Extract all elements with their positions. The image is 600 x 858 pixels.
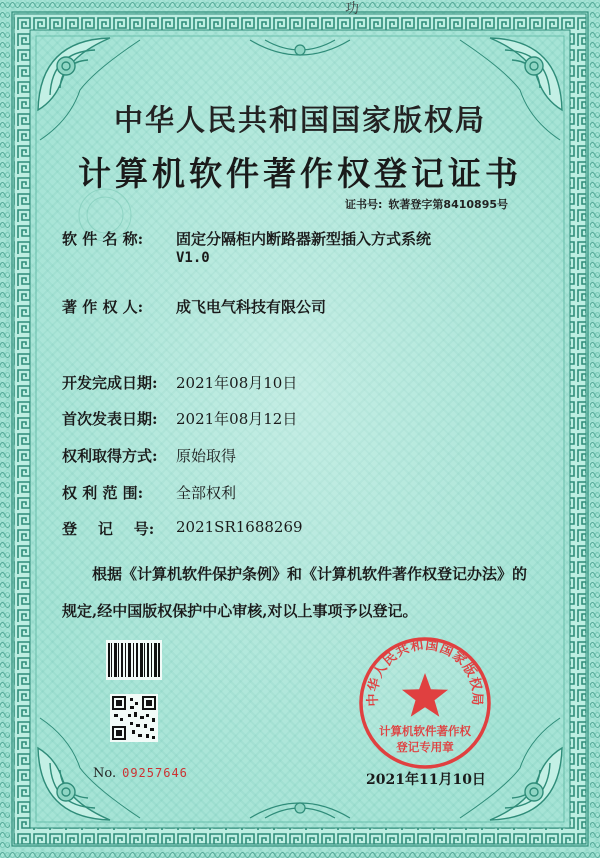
field-value: 2021年08月10日 [176,374,298,392]
field-value: 2021年08月12日 [176,410,298,428]
issue-date: 2021年11月10日 [366,772,486,788]
certificate-number [339,196,508,212]
statement-line-1: 根据《计算机软件保护条例》和《计算机软件著作权登记办法》的 [92,565,528,583]
certificate-number-label: 证书号: [345,198,383,211]
field-value: 原始取得 [176,447,237,465]
barcode-image [106,640,162,680]
issuing-authority: 中华人民共和国国家版权局 [113,103,486,137]
field-label: 权 利 范 围: [62,484,144,502]
seal-inner-text [355,723,495,755]
serial-number [93,766,188,781]
serial-value: 09257646 [122,766,188,780]
field-value: 2021SR1688269 [176,518,303,536]
field-label: 著 作 权 人: [62,298,144,316]
field-label: 软 件 名 称: [62,230,144,248]
certificate-title: 计算机软件著作权登记证书 [78,154,522,193]
field-version: V1.0 [176,250,210,266]
statement-line-2: 规定,经中国版权保护中心审核,对以上事项予以登记。 [62,602,418,620]
field-label: 登 记 号: [62,520,155,538]
field-label: 权利取得方式: [62,447,158,465]
svg-text:中华人民共和国国家版权局: 中华人民共和国国家版权局 [365,637,485,707]
field-label: 首次发表日期: [62,410,158,428]
seal-line-2: 登记专用章 [396,740,454,754]
serial-label: No. [93,766,117,781]
field-label: 开发完成日期: [62,374,158,392]
field-value: 固定分隔柜内断路器新型插入方式系统 [176,230,432,248]
field-value: 全部权利 [176,484,237,502]
seal-line-1: 计算机软件著作权 [379,724,471,738]
certificate-number-value: 软著登字第8410895号 [388,198,508,211]
qr-code-image [110,694,158,742]
handwritten-mark: 功 [345,1,359,17]
field-value: 成飞电气科技有限公司 [176,298,327,316]
